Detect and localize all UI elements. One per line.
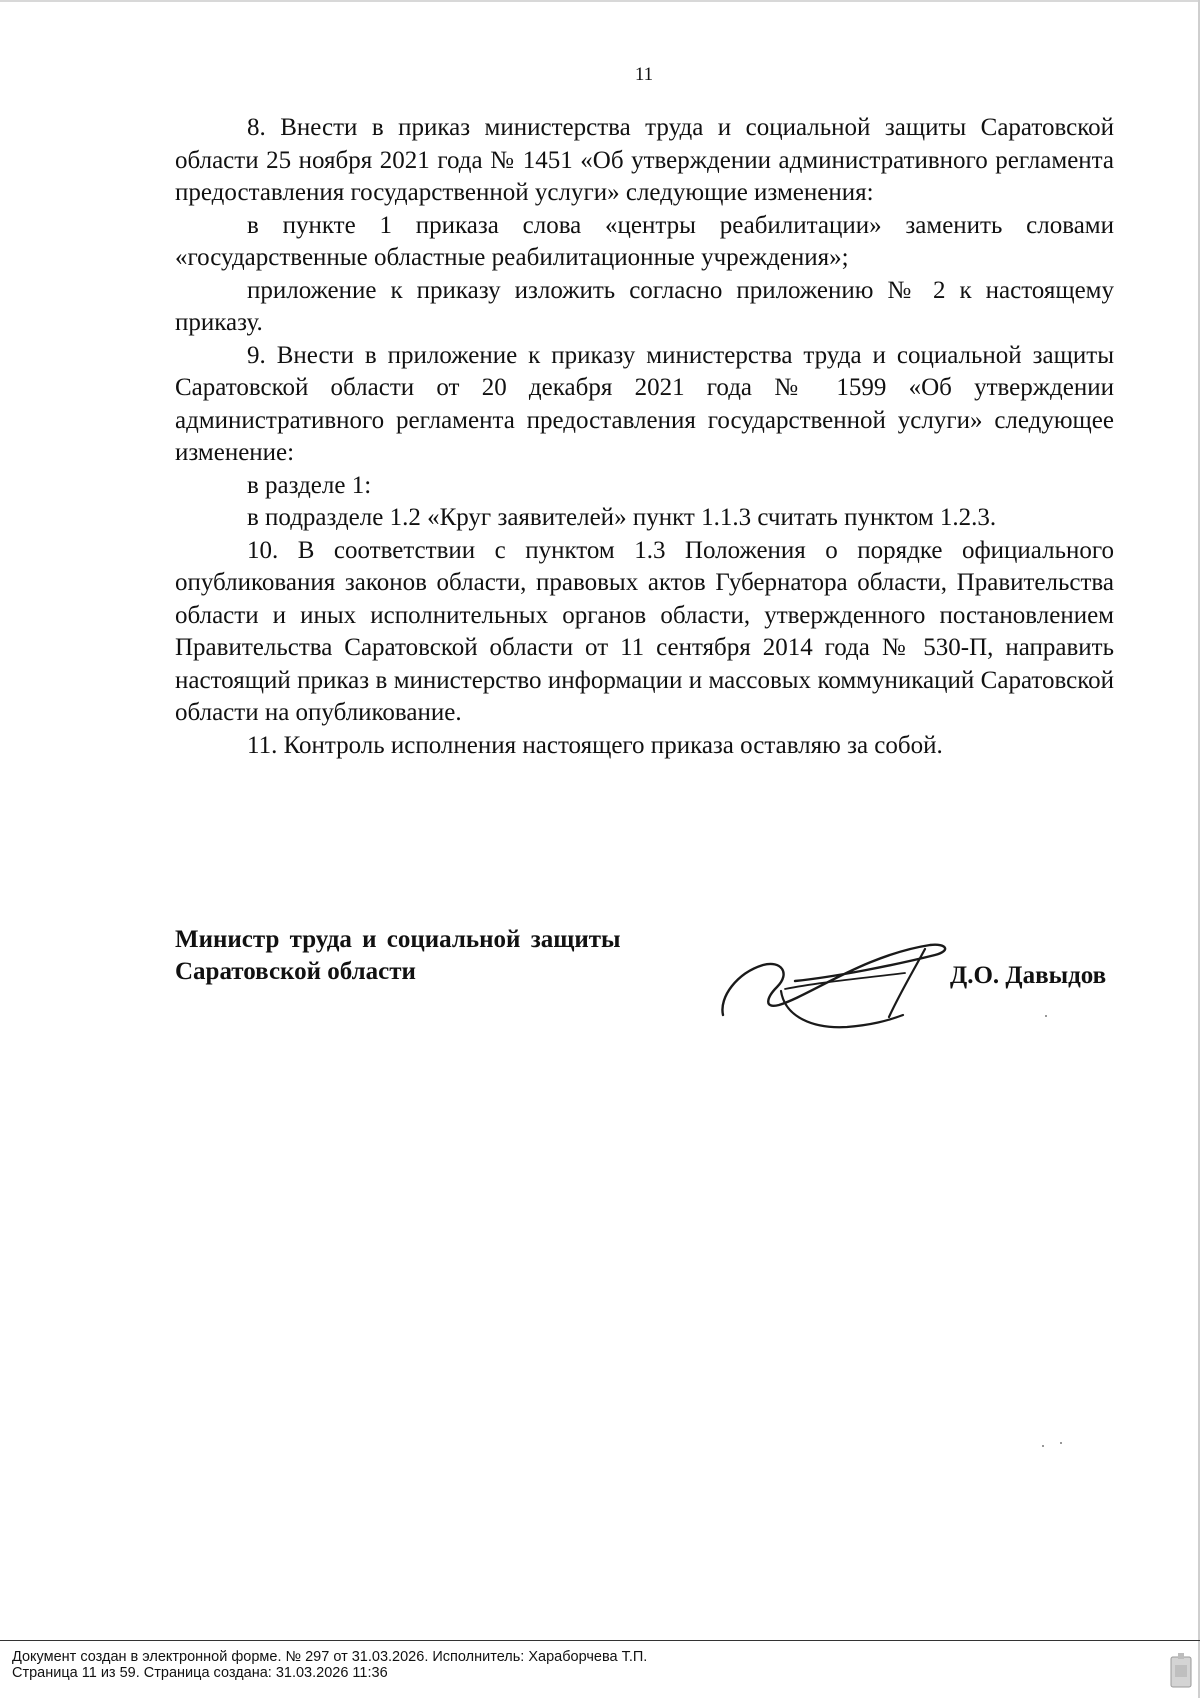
signatory-name: Д.О. Давыдов bbox=[950, 962, 1107, 989]
paragraph-item-10: 10. В соответствии с пунктом 1.3 Положения о порядке официального опубликования законов области, правовых актов Губернатора области, Правительства области и иных исполнительных органов области, утвержденного постановлением Правительства Саратовской области от 11 сентября 2014 года № 530-П, направить настоящий приказ в министерство информации и массовых коммуникаций Саратовской области на опубликование. bbox=[175, 536, 1114, 726]
document-emblem-icon bbox=[1170, 1653, 1192, 1689]
scan-speck bbox=[1045, 1015, 1047, 1017]
paragraph-item-8-point-1: в пункте 1 приказа слова «центры реабилитации» заменить словами «государственные областные реабилитационные учреждения»; bbox=[175, 211, 1114, 271]
page-number: 11 bbox=[634, 64, 654, 85]
scan-speck bbox=[1060, 1442, 1062, 1444]
footer-page-info: Страница 11 из 59. Страница создана: 31.03.2026 11:36 bbox=[12, 1665, 388, 1681]
paragraph-item-9-section: в разделе 1: bbox=[247, 471, 372, 499]
signatory-position-line-2: Саратовской области bbox=[175, 958, 416, 985]
document-body bbox=[175, 112, 1114, 762]
document-footer bbox=[0, 1640, 1200, 1699]
signatory-position bbox=[175, 924, 695, 988]
signatory-position-line-1: Министр труда и социальной защиты bbox=[175, 926, 621, 953]
footer-document-info: Документ создан в электронной форме. № 297 от 31.03.2026. Исполнитель: Хараборчева Т.П. bbox=[12, 1649, 648, 1665]
handwritten-signature-icon bbox=[715, 925, 965, 1040]
scan-top-edge bbox=[0, 0, 1200, 2]
paragraph-item-9: 9. Внести в приложение к приказу министерства труда и социальной защиты Саратовской области от 20 декабря 2021 года № 1599 «Об утверждении административного регламента предоставления государственной услуги» следующее изменение: bbox=[175, 341, 1114, 466]
paragraph-item-9-subsection: в подразделе 1.2 «Круг заявителей» пункт 1.1.3 считать пунктом 1.2.3. bbox=[247, 504, 997, 531]
paragraph-item-8: 8. Внести в приказ министерства труда и социальной защиты Саратовской области 25 ноября 2021 года № 1451 «Об утверждении административного регламента предоставления государственной услуги» следующие изменения: bbox=[175, 114, 1114, 206]
scan-speck bbox=[1042, 1445, 1044, 1447]
paragraph-item-8-appendix: приложение к приказу изложить согласно приложению № 2 к настоящему приказу. bbox=[175, 276, 1114, 336]
footer-text bbox=[12, 1649, 647, 1681]
paragraph-item-11: 11. Контроль исполнения настоящего приказа оставляю за собой. bbox=[247, 731, 943, 759]
